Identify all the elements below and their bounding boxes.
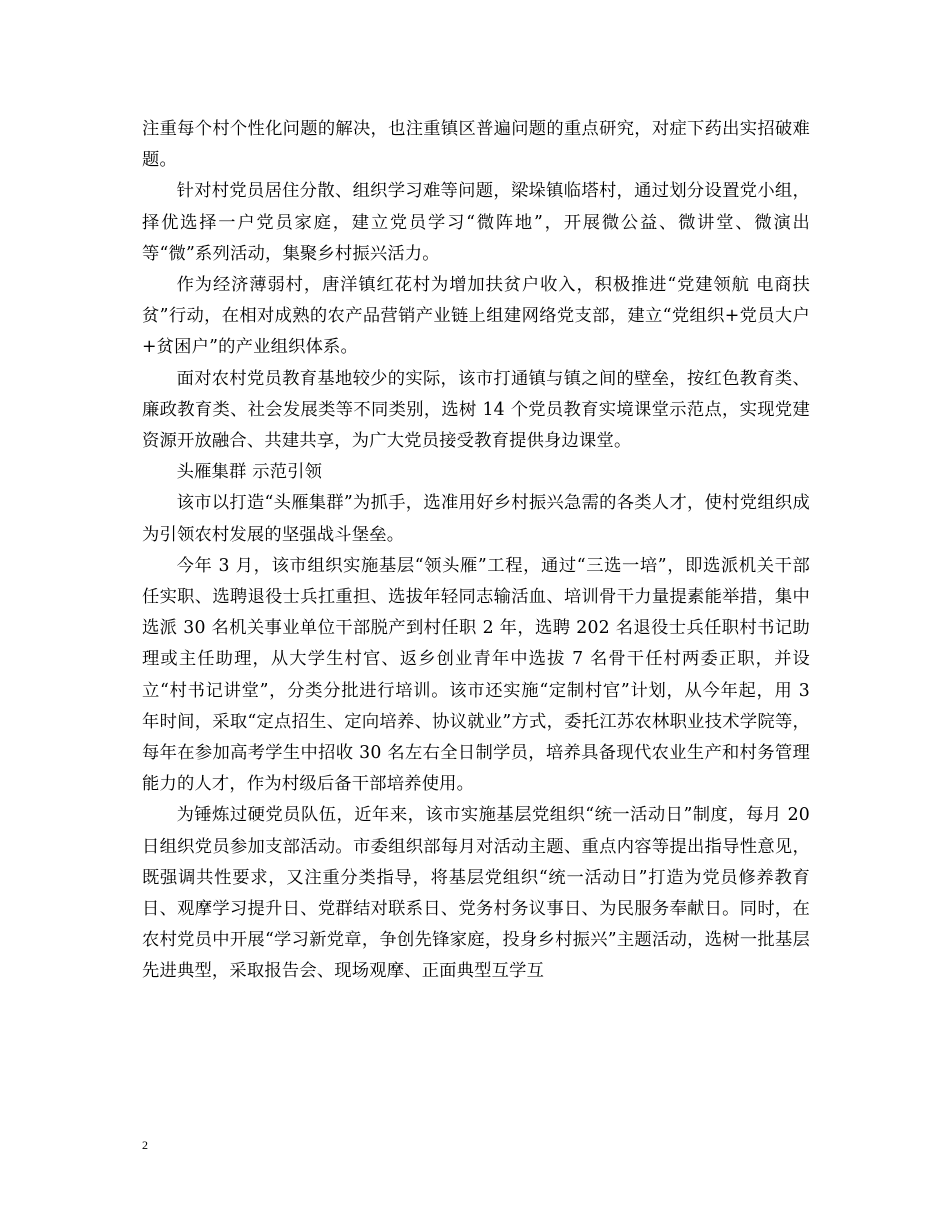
paragraph-7: 为锤炼过硬党员队伍，近年来，该市实施基层党组织“统一活动日”制度，每月 20 日组织党员参加支部活动。市委组织部每月对活动主题、重点内容等提出指导性意见，既强调共性要求，又注重分类指导，将基层党组织“统一活动日”打造为党员修养教育日、观摩学习提升日、党群结对联系日、党务村务议事日、为民服务奉献日。同时，在农村党员中开展“学习新党章，争创先锋家庭，投身乡村振兴”主题活动，选树一批基层先进典型，采取报告会、现场观摩、正面典型互学互 [142, 805, 810, 982]
paragraph-1: 注重每个村个性化问题的解决，也注重镇区普遍问题的重点研究，对症下药出实招破难题。 [142, 119, 810, 171]
page-number: 2 [142, 1138, 148, 1152]
paragraph-3: 作为经济薄弱村，唐洋镇红花村为增加扶贫户收入，积极推进“党建领航 电商扶贫”行动，在相对成熟的农产品营销产业链上组建网络党支部，建立“党组织+党员大户+贫困户”的产业组织体系。 [142, 275, 810, 358]
document-body [142, 114, 810, 988]
paragraph-5: 该市以打造“头雁集群”为抓手，选准用好乡村振兴急需的各类人才，使村党组织成为引领农村发展的坚强战斗堡垒。 [142, 493, 810, 545]
paragraph-2: 针对村党员居住分散、组织学习难等问题，梁垛镇临塔村，通过划分设置党小组，择优选择一户党员家庭，建立党员学习“微阵地”，开展微公益、微讲堂、微演出等“微”系列活动，集聚乡村振兴活力。 [142, 181, 810, 264]
paragraph-4: 面对农村党员教育基地较少的实际，该市打通镇与镇之间的壁垒，按红色教育类、廉政教育类、社会发展类等不同类别，选树 14 个党员教育实境课堂示范点，实现党建资源开放融合、共建共享，为广大党员接受教育提供身边课堂。 [142, 368, 810, 452]
paragraph-6: 今年 3 月，该市组织实施基层“领头雁”工程，通过“三选一培”，即选派机关干部任实职、选聘退役士兵扛重担、选拔年轻同志输活血、培训骨干力量提素能举措，集中选派 30 名机关事业单位干部脱产到村任职 2 年，选聘 202 名退役士兵任职村书记助理或主任助理，从大学生村官、返乡创业青年中选拔 7 名骨干任村两委正职，并设立“村书记讲堂”，分类分批进行培训。该市还实施“定制村官”计划，从今年起，用 3 年时间，采取“定点招生、定向培养、协议就业”方式，委托江苏农林职业技术学院等，每年在参加高考学生中招收 30 名左右全日制学员，培养具备现代农业生产和村务管理能力的人才，作为村级后备干部培养使用。 [142, 555, 810, 795]
section-heading: 头雁集群 示范引领 [176, 462, 323, 483]
